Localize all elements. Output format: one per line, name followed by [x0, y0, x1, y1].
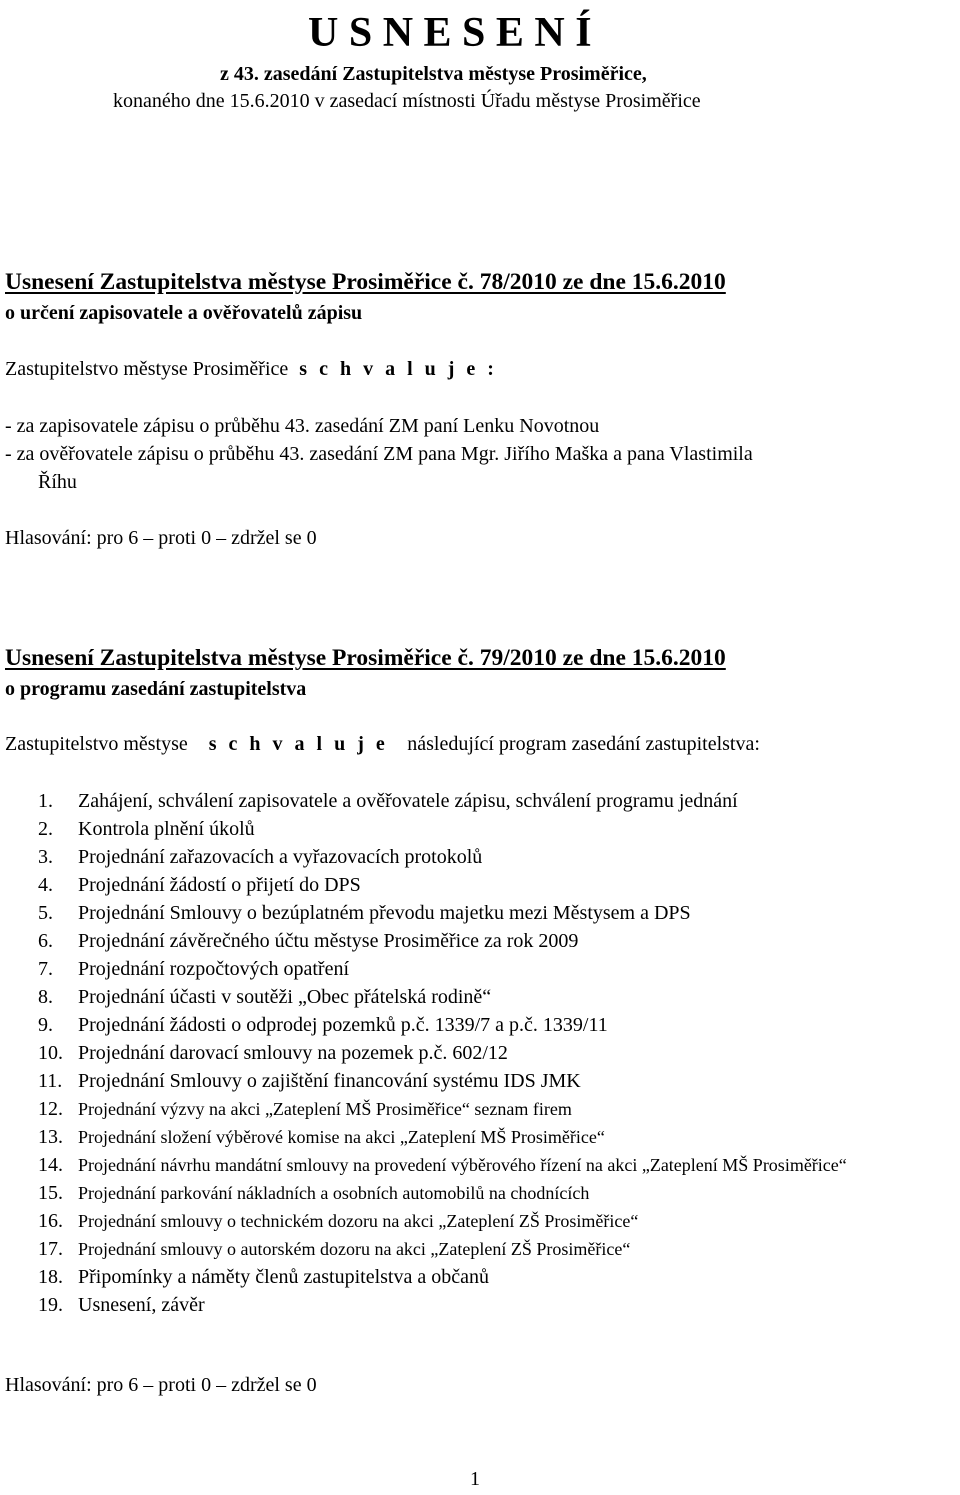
- program-item: 18. Připomínky a náměty členů zastupitelstva a občanů: [38, 1266, 489, 1288]
- program-item: 6. Projednání závěrečného účtu městyse Prosiměřice za rok 2009: [38, 930, 579, 952]
- program-list: [8, 787, 956, 1319]
- program-item: 15. Projednání parkování nákladních a osobních automobilů na chodnících: [38, 1182, 590, 1204]
- resolution-78-item-recorder: - za zapisovatele zápisu o průběhu 43. zasedání ZM paní Lenku Novotnou: [5, 415, 600, 437]
- meeting-date-place: konaného dne 15.6.2010 v zasedací místnosti Úřadu městyse Prosiměřice: [113, 90, 701, 112]
- program-item: 10. Projednání darovací smlouvy na pozemek p.č. 602/12: [38, 1042, 508, 1064]
- resolution-79-title: Usnesení Zastupitelstva městyse Prosiměřice č. 79/2010 ze dne 15.6.2010: [5, 645, 726, 671]
- program-item: 12. Projednání výzvy na akci „Zateplení MŠ Prosiměřice“ seznam firem: [38, 1098, 572, 1120]
- program-item: 3. Projednání zařazovacích a vyřazovacích protokolů: [38, 846, 483, 868]
- program-item: 7. Projednání rozpočtových opatření: [38, 958, 350, 980]
- program-item: 8. Projednání účasti v soutěži „Obec přátelská rodině“: [38, 986, 492, 1008]
- program-item: 2. Kontrola plnění úkolů: [38, 818, 255, 840]
- program-item: 14. Projednání návrhu mandátní smlouvy na provedení výběrového řízení na akci „Zateplení MŠ Prosiměřice“: [38, 1154, 847, 1176]
- document-title: U S N E S E N Í: [308, 10, 592, 56]
- resolution-78-title: Usnesení Zastupitelstva městyse Prosiměřice č. 78/2010 ze dne 15.6.2010: [5, 269, 726, 295]
- program-item: 5. Projednání Smlouvy o bezúplatném převodu majetku mezi Městysem a DPS: [38, 902, 691, 924]
- resolution-79-subject: o programu zasedání zastupitelstva: [5, 678, 307, 700]
- resolution-79-intro-tail: následující program zasedání zastupitelstva:: [407, 733, 760, 755]
- program-item: 4. Projednání žádostí o přijetí do DPS: [38, 874, 361, 896]
- meeting-line: z 43. zasedání Zastupitelstva městyse Prosiměřice,: [220, 63, 647, 85]
- program-item: 11. Projednání Smlouvy o zajištění financování systému IDS JMK: [38, 1070, 581, 1092]
- resolution-78-item-verifiers: - za ověřovatele zápisu o průběhu 43. zasedání ZM pana Mgr. Jiřího Maška a pana Vlastimila: [5, 443, 753, 465]
- program-item: 1. Zahájení, schválení zapisovatele a ověřovatele zápisu, schválení programu jednání: [38, 790, 738, 812]
- resolution-79-intro: Zastupitelstvo městyse: [5, 733, 188, 755]
- resolution-79-intro-line: [5, 732, 760, 756]
- resolution-78-subject: o určení zapisovatele a ověřovatelů zápisu: [5, 302, 363, 324]
- resolution-79-verb: s c h v a l u j e: [208, 733, 389, 755]
- program-item: 13. Projednání složení výběrové komise na akci „Zateplení MŠ Prosiměřice“: [38, 1126, 605, 1148]
- page-number: 1: [470, 1468, 480, 1490]
- resolution-78-intro: Zastupitelstvo městyse Prosiměřice: [5, 358, 289, 380]
- program-item: 17. Projednání smlouvy o autorském dozoru na akci „Zateplení ZŠ Prosiměřice“: [38, 1238, 631, 1260]
- resolution-78-item-verifiers-cont: Říhu: [38, 471, 77, 493]
- resolution-79-vote: Hlasování: pro 6 – proti 0 – zdržel se 0: [5, 1374, 317, 1396]
- program-item: 9. Projednání žádosti o odprodej pozemků p.č. 1339/7 a p.č. 1339/11: [38, 1014, 608, 1036]
- resolution-78-verb: s c h v a l u j e :: [299, 358, 498, 380]
- program-item: 16. Projednání smlouvy o technickém dozoru na akci „Zateplení ZŠ Prosiměřice“: [38, 1210, 639, 1232]
- resolution-78-intro-line: [5, 357, 497, 381]
- program-item: 19. Usnesení, závěr: [38, 1294, 205, 1316]
- resolution-78-vote: Hlasování: pro 6 – proti 0 – zdržel se 0: [5, 527, 317, 549]
